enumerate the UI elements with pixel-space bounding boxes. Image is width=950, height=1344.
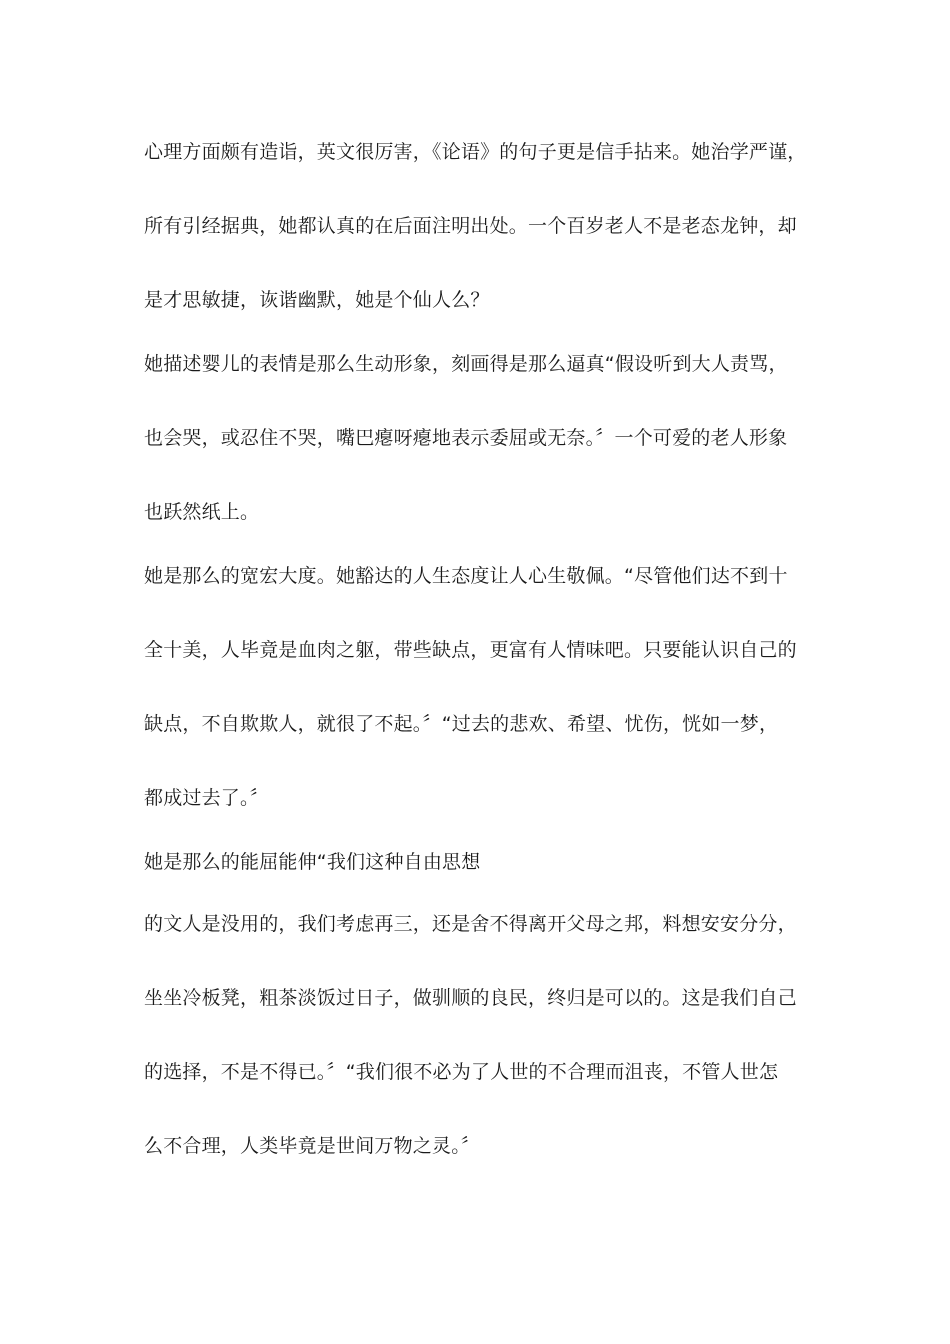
text-line-9: 缺点，不自欺欺人，就很了不起。〞“过去的悲欢、希望、忧伤，恍如一梦， bbox=[144, 713, 779, 735]
text-line-7: 她是那么的宽宏大度。她豁达的人生态度让人心生敬佩。“尽管他们达不到十 bbox=[144, 565, 788, 587]
text-line-4: 她描述婴儿的表情是那么生动形象，刻画得是那么逼真“假设听到大人责骂， bbox=[144, 353, 788, 375]
text-line-11: 她是那么的能屈能伸“我们这种自由思想 bbox=[144, 851, 481, 873]
text-line-2: 所有引经据典，她都认真的在后面注明出处。一个百岁老人不是老态龙钟，却 bbox=[144, 215, 797, 237]
text-line-5: 也会哭，或忍住不哭，嘴巴瘪呀瘪地表示委屈或无奈。〞一个可爱的老人形象 bbox=[144, 427, 788, 449]
text-line-12: 的文人是没用的，我们考虑再三，还是舍不得离开父母之邦，料想安安分分， bbox=[144, 913, 797, 935]
text-line-6: 也跃然纸上。 bbox=[144, 501, 260, 523]
text-line-3: 是才思敏捷，诙谐幽默，她是个仙人么？ bbox=[144, 289, 490, 311]
text-line-1: 心理方面颇有造诣，英文很厉害，《论语》的句子更是信手拈来。她治学严谨， bbox=[144, 141, 807, 163]
text-line-15: 么不合理，人类毕竟是世间万物之灵。〞 bbox=[144, 1135, 481, 1157]
text-line-8: 全十美，人毕竟是血肉之躯，带些缺点，更富有人情味吧。只要能认识自己的 bbox=[144, 639, 797, 661]
text-line-10: 都成过去了。〞 bbox=[144, 787, 269, 809]
text-line-14: 的选择，不是不得已。〞“我们很不必为了人世的不合理而沮丧，不管人世怎 bbox=[144, 1061, 779, 1083]
text-line-13: 坐坐冷板凳，粗茶淡饭过日子，做驯顺的良民，终归是可以的。这是我们自己 bbox=[144, 987, 797, 1009]
